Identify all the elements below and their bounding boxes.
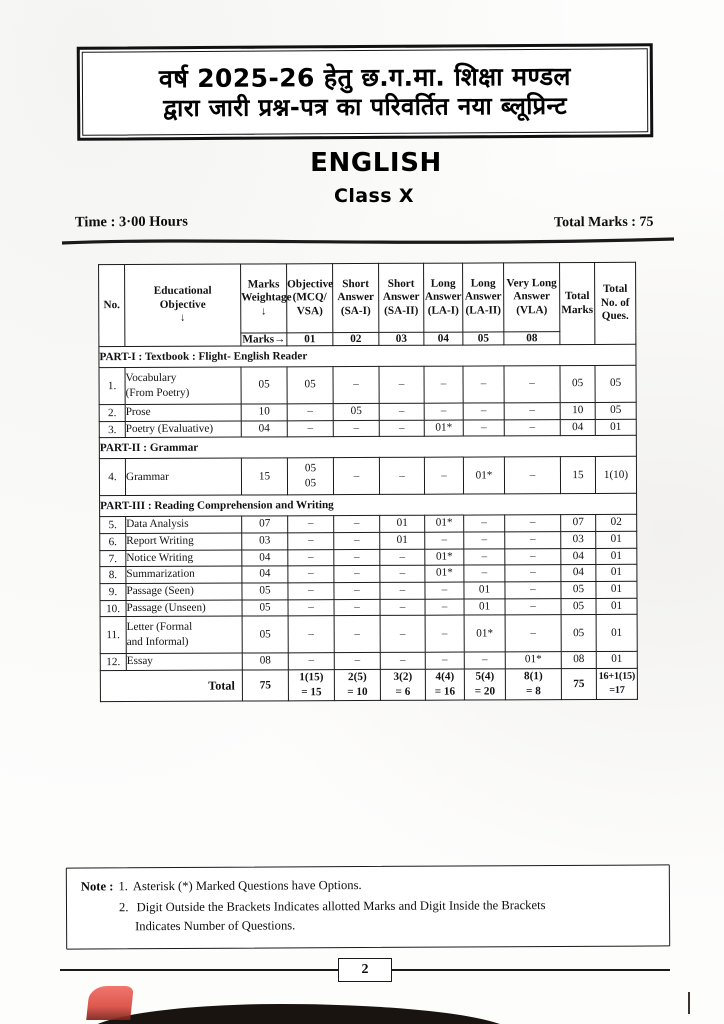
cell-la2: – xyxy=(464,532,505,549)
col-header-marks-weightage: Marks Weightage ↓ xyxy=(241,264,287,333)
cell-total-questions: 01 xyxy=(596,565,637,582)
down-arrow-icon: ↓ xyxy=(260,304,267,318)
col-header-total-marks: Total Marks xyxy=(560,262,595,344)
row-objective: Passage (Unseen) xyxy=(126,600,242,617)
row-objective: Grammar xyxy=(125,458,241,496)
row-number: 5. xyxy=(100,517,126,534)
cell-total-questions: 01 xyxy=(596,615,637,652)
hindi-title-line-2: द्वारा जारी प्रश्न-पत्र का परिवर्तित नया ब्लूप्रिन्ट xyxy=(163,91,568,122)
col-header-no: No. xyxy=(99,265,125,347)
part-header-row xyxy=(100,494,637,517)
cell-vla: – xyxy=(505,582,561,599)
cell-mcq: – xyxy=(288,566,334,583)
cell-la1: 01* xyxy=(425,565,464,582)
hindi-title-banner xyxy=(77,43,654,141)
cell-la1: – xyxy=(425,615,464,652)
row-objective: Notice Writing xyxy=(126,550,242,567)
exam-duration: Time : 3·00 Hours xyxy=(74,213,188,231)
cell-mcq: – xyxy=(288,599,334,616)
cell-marks-weightage: 05 xyxy=(242,616,288,653)
total-total-questions: 16+1(15) =17 xyxy=(596,668,637,699)
cell-mcq: 05 xyxy=(287,367,333,404)
cell-vla: – xyxy=(505,598,561,615)
cell-sa1: – xyxy=(334,532,380,549)
col-header-short-answer-1: Short Answer (SA-I) xyxy=(333,263,379,332)
table-row xyxy=(99,365,636,404)
cell-sa1: – xyxy=(334,653,380,670)
table-total-row xyxy=(100,668,637,702)
note-item-1 xyxy=(81,874,659,895)
cell-la1: – xyxy=(424,366,463,403)
note-2-text: Digit Outside the Brackets Indicates allotted Marks and Digit Inside the Brackets xyxy=(136,898,546,915)
part-header-row xyxy=(99,344,636,367)
cell-total-questions: 01 xyxy=(596,548,637,565)
row-objective: Summarization xyxy=(126,566,242,583)
part-2-title: PART-II : Grammar xyxy=(99,436,636,459)
cell-vla: – xyxy=(504,403,560,420)
marks-value-mcq: 01 xyxy=(287,333,333,346)
cell-vla: – xyxy=(505,532,561,549)
cell-total-marks: 04 xyxy=(561,548,596,565)
cell-sa2: – xyxy=(379,458,424,495)
cell-vla: – xyxy=(505,515,561,532)
cell-sa1: – xyxy=(333,420,379,437)
note-2-text-continued: Indicates Number of Questions. xyxy=(135,917,296,933)
footer-rule-left xyxy=(60,969,338,971)
col-header-objective-mcq-vsa: Objective (MCQ/ VSA) xyxy=(287,264,333,333)
col-header-long-answer-1: Long Answer (LA-I) xyxy=(424,263,463,332)
cell-la2: 01* xyxy=(463,457,504,494)
cell-sa1: 05 xyxy=(333,403,379,420)
cell-sa2: 01 xyxy=(380,516,425,533)
down-arrow-icon: ↓ xyxy=(180,311,186,324)
scan-right-mark xyxy=(688,992,690,1014)
col-header-long-answer-2: Long Answer (LA-II) xyxy=(463,263,504,332)
cell-total-marks: 08 xyxy=(561,652,596,669)
cell-la2: – xyxy=(463,420,504,437)
row-objective: Poetry (Evaluative) xyxy=(125,421,241,438)
cell-sa2: – xyxy=(380,616,425,653)
marks-value-vla: 08 xyxy=(504,332,560,345)
cell-marks-weightage: 04 xyxy=(241,421,287,438)
cell-mcq: – xyxy=(288,653,334,670)
row-number: 1. xyxy=(99,368,125,405)
cell-vla: – xyxy=(505,565,561,582)
marks-value-la1: 04 xyxy=(424,332,463,345)
cell-la2: – xyxy=(464,515,505,532)
cell-sa1: – xyxy=(333,366,379,403)
cell-total-marks: 15 xyxy=(560,457,595,494)
row-number: 7. xyxy=(100,550,126,567)
cell-total-marks: 05 xyxy=(561,615,596,652)
cell-la1: – xyxy=(424,403,463,420)
note-1-text: Asterisk (*) Marked Questions have Options. xyxy=(132,878,362,894)
row-number: 9. xyxy=(100,584,126,601)
exam-meta-row xyxy=(75,214,653,231)
total-sa2: 3(2) = 6 xyxy=(380,669,425,700)
cell-total-marks: 05 xyxy=(560,365,595,402)
table-row xyxy=(99,457,636,496)
cell-sa2: – xyxy=(379,366,424,403)
blueprint-table-container xyxy=(98,262,636,703)
cell-la1: 01* xyxy=(424,420,463,437)
cell-marks-weightage: 15 xyxy=(241,458,287,495)
marks-value-sa1: 02 xyxy=(333,332,379,345)
footer-rule-right xyxy=(392,969,670,971)
cell-vla: – xyxy=(505,615,561,652)
cell-sa2: – xyxy=(380,566,425,583)
cell-marks-weightage: 05 xyxy=(242,600,288,617)
cell-sa2: 01 xyxy=(380,532,425,549)
row-objective: Essay xyxy=(126,653,242,670)
row-objective: Passage (Seen) xyxy=(126,583,242,600)
row-number: 3. xyxy=(99,421,125,438)
cell-mcq: – xyxy=(288,549,334,566)
page-number: 2 xyxy=(338,958,392,982)
cell-mcq: – xyxy=(288,583,334,600)
cell-sa1: – xyxy=(334,566,380,583)
cell-marks-weightage: 04 xyxy=(242,566,288,583)
note-label: Note : xyxy=(80,879,114,894)
cell-mcq: – xyxy=(288,533,334,550)
table-row xyxy=(100,615,637,654)
row-number: 12. xyxy=(100,654,126,671)
scan-shadow xyxy=(85,1004,515,1024)
cell-marks-weightage: 03 xyxy=(242,533,288,550)
total-mcq: 1(15) = 15 xyxy=(288,670,334,701)
cell-la2: 01* xyxy=(464,615,505,652)
cell-sa1: – xyxy=(334,549,380,566)
scan-color-smudge xyxy=(86,986,134,1020)
cell-total-questions: 02 xyxy=(596,515,637,532)
note-item-2 xyxy=(81,896,659,936)
cell-mcq: – xyxy=(287,404,333,421)
cell-total-questions: 01 xyxy=(596,598,637,615)
total-sa1: 2(5) = 10 xyxy=(334,669,380,700)
row-number: 11. xyxy=(100,617,126,654)
cell-sa2: – xyxy=(380,653,425,670)
cell-la2: 01 xyxy=(464,582,505,599)
cell-mcq: – xyxy=(288,616,334,653)
cell-vla: – xyxy=(504,457,560,494)
row-number: 6. xyxy=(100,534,126,551)
note-2-number: 2. xyxy=(118,900,129,915)
row-objective: Vocabulary (From Poetry) xyxy=(125,367,241,405)
cell-sa2: – xyxy=(380,599,425,616)
header-divider-rule xyxy=(62,236,674,248)
row-objective: Report Writing xyxy=(126,533,242,550)
cell-la2: – xyxy=(463,366,504,403)
cell-total-questions: 05 xyxy=(595,402,636,419)
cell-sa1: – xyxy=(334,582,380,599)
cell-la2: – xyxy=(464,549,505,566)
cell-mcq: – xyxy=(287,420,333,437)
cell-la1: – xyxy=(425,599,464,616)
row-objective: Data Analysis xyxy=(126,516,242,533)
col-header-total-questions: Total No. of Ques. xyxy=(595,262,636,344)
cell-mcq: – xyxy=(288,516,334,533)
cell-la1: 01* xyxy=(425,549,464,566)
cell-total-marks: 05 xyxy=(561,598,596,615)
row-number: 10. xyxy=(100,600,126,617)
scan-edge-artifact xyxy=(0,984,724,1024)
cell-sa2: – xyxy=(380,549,425,566)
row-number: 8. xyxy=(100,567,126,584)
cell-total-questions: 01 xyxy=(596,581,637,598)
cell-sa1: – xyxy=(334,616,380,653)
page-footer xyxy=(60,955,670,985)
cell-la2: – xyxy=(464,652,505,669)
row-number: 4. xyxy=(99,459,125,496)
subject-title: ENGLISH xyxy=(310,148,442,178)
cell-sa2: – xyxy=(380,582,425,599)
col-header-educational-objective: Educational Objective ↓ xyxy=(125,264,241,347)
cell-marks-weightage: 05 xyxy=(241,367,287,404)
cell-total-questions: 01 xyxy=(595,419,636,436)
cell-la1: – xyxy=(424,457,463,494)
note-box xyxy=(66,864,670,949)
cell-la2: 01 xyxy=(464,599,505,616)
cell-total-questions: 05 xyxy=(595,365,636,402)
cell-vla: – xyxy=(505,548,561,565)
cell-total-marks: 05 xyxy=(561,582,596,599)
cell-marks-weightage: 10 xyxy=(241,404,287,421)
cell-marks-weightage: 04 xyxy=(242,550,288,567)
exam-total-marks: Total Marks : 75 xyxy=(553,214,654,231)
col-header-very-long-answer: Very Long Answer (VLA) xyxy=(504,263,560,332)
total-la2: 5(4) = 20 xyxy=(464,669,505,700)
total-la1: 4(4) = 16 xyxy=(425,669,464,700)
cell-vla: – xyxy=(504,419,560,436)
cell-total-marks: 03 xyxy=(561,532,596,549)
cell-sa1: – xyxy=(334,516,380,533)
cell-la1: – xyxy=(425,582,464,599)
row-number: 2. xyxy=(99,405,125,422)
total-total-marks: 75 xyxy=(561,669,596,700)
marks-arrow-label: Marks→ xyxy=(242,333,286,346)
cell-vla: 01* xyxy=(505,652,561,669)
cell-la2: – xyxy=(463,403,504,420)
blueprint-table xyxy=(98,262,638,703)
cell-vla: – xyxy=(504,366,560,403)
cell-marks-weightage: 07 xyxy=(242,516,288,533)
row-objective: Letter (Formal and Informal) xyxy=(126,616,242,654)
cell-la1: 01* xyxy=(425,515,464,532)
class-title: Class X xyxy=(334,185,414,207)
cell-mcq: 05 05 xyxy=(287,458,333,495)
total-marks-weightage: 75 xyxy=(242,670,288,701)
part-3-title: PART-III : Reading Comprehension and Writing xyxy=(100,494,637,517)
cell-total-marks: 04 xyxy=(561,565,596,582)
cell-sa2: – xyxy=(379,420,424,437)
cell-sa1: – xyxy=(334,599,380,616)
row-objective: Prose xyxy=(125,404,241,421)
cell-la1: – xyxy=(425,652,464,669)
cell-la1: – xyxy=(425,532,464,549)
marks-value-la2: 05 xyxy=(463,332,504,345)
table-header-row xyxy=(99,262,636,333)
cell-la2: – xyxy=(464,565,505,582)
col-header-short-answer-2: Short Answer (SA-II) xyxy=(379,263,424,332)
cell-marks-weightage: 08 xyxy=(242,653,288,670)
hindi-title-line-1: वर्ष 2025-26 हेतु छ.ग.मा. शिक्षा मण्डल xyxy=(158,61,571,93)
total-label: Total xyxy=(100,670,242,702)
note-1-number: 1. xyxy=(118,879,128,894)
marks-value-sa2: 03 xyxy=(379,332,424,345)
cell-total-marks: 04 xyxy=(560,419,595,436)
cell-total-questions: 01 xyxy=(596,652,637,669)
total-vla: 8(1) = 8 xyxy=(505,669,561,700)
cell-sa1: – xyxy=(333,458,379,495)
cell-marks-weightage: 05 xyxy=(242,583,288,600)
part-1-title: PART-I : Textbook : Flight- English Reader xyxy=(99,344,636,367)
cell-total-marks: 07 xyxy=(561,515,596,532)
cell-total-questions: 1(10) xyxy=(595,457,636,494)
cell-sa2: – xyxy=(379,403,424,420)
part-header-row xyxy=(99,436,636,459)
cell-total-questions: 01 xyxy=(596,531,637,548)
cell-total-marks: 10 xyxy=(560,402,595,419)
